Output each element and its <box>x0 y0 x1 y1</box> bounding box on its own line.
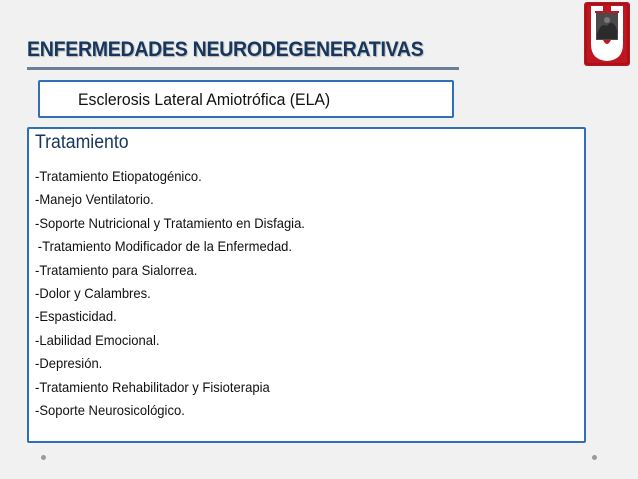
list-item: -Soporte Neurosicológico. <box>35 401 185 418</box>
list-item: -Soporte Nutricional y Tratamiento en Disfagia. <box>35 214 305 231</box>
dot-icon <box>41 455 46 460</box>
dot-icon <box>592 455 597 460</box>
list-item: -Labilidad Emocional. <box>35 331 160 348</box>
title-underline <box>27 67 459 70</box>
treatment-list <box>35 165 325 422</box>
subtitle: Esclerosis Lateral Amiotrófica (ELA) <box>78 90 331 109</box>
list-item: -Tratamiento Etiopatogénico. <box>35 168 202 184</box>
list-item: -Espasticidad. <box>35 308 117 325</box>
list-item: -Manejo Ventilatorio. <box>35 191 154 208</box>
list-item: -Depresión. <box>35 355 103 372</box>
university-crest-icon <box>583 0 631 69</box>
content-box <box>27 127 586 443</box>
list-item: -Tratamiento Modificador de la Enfermedad. <box>37 238 293 255</box>
list-item: -Tratamiento para Sialorrea. <box>35 261 198 278</box>
content-heading: Tratamiento <box>35 132 129 153</box>
list-item: -Dolor y Calambres. <box>35 284 151 301</box>
list-item: -Tratamiento Rehabilitador y Fisioterapia <box>35 378 270 395</box>
subtitle-box <box>38 80 454 118</box>
slide-title: ENFERMEDADES NEURODEGENERATIVAS <box>27 38 424 61</box>
